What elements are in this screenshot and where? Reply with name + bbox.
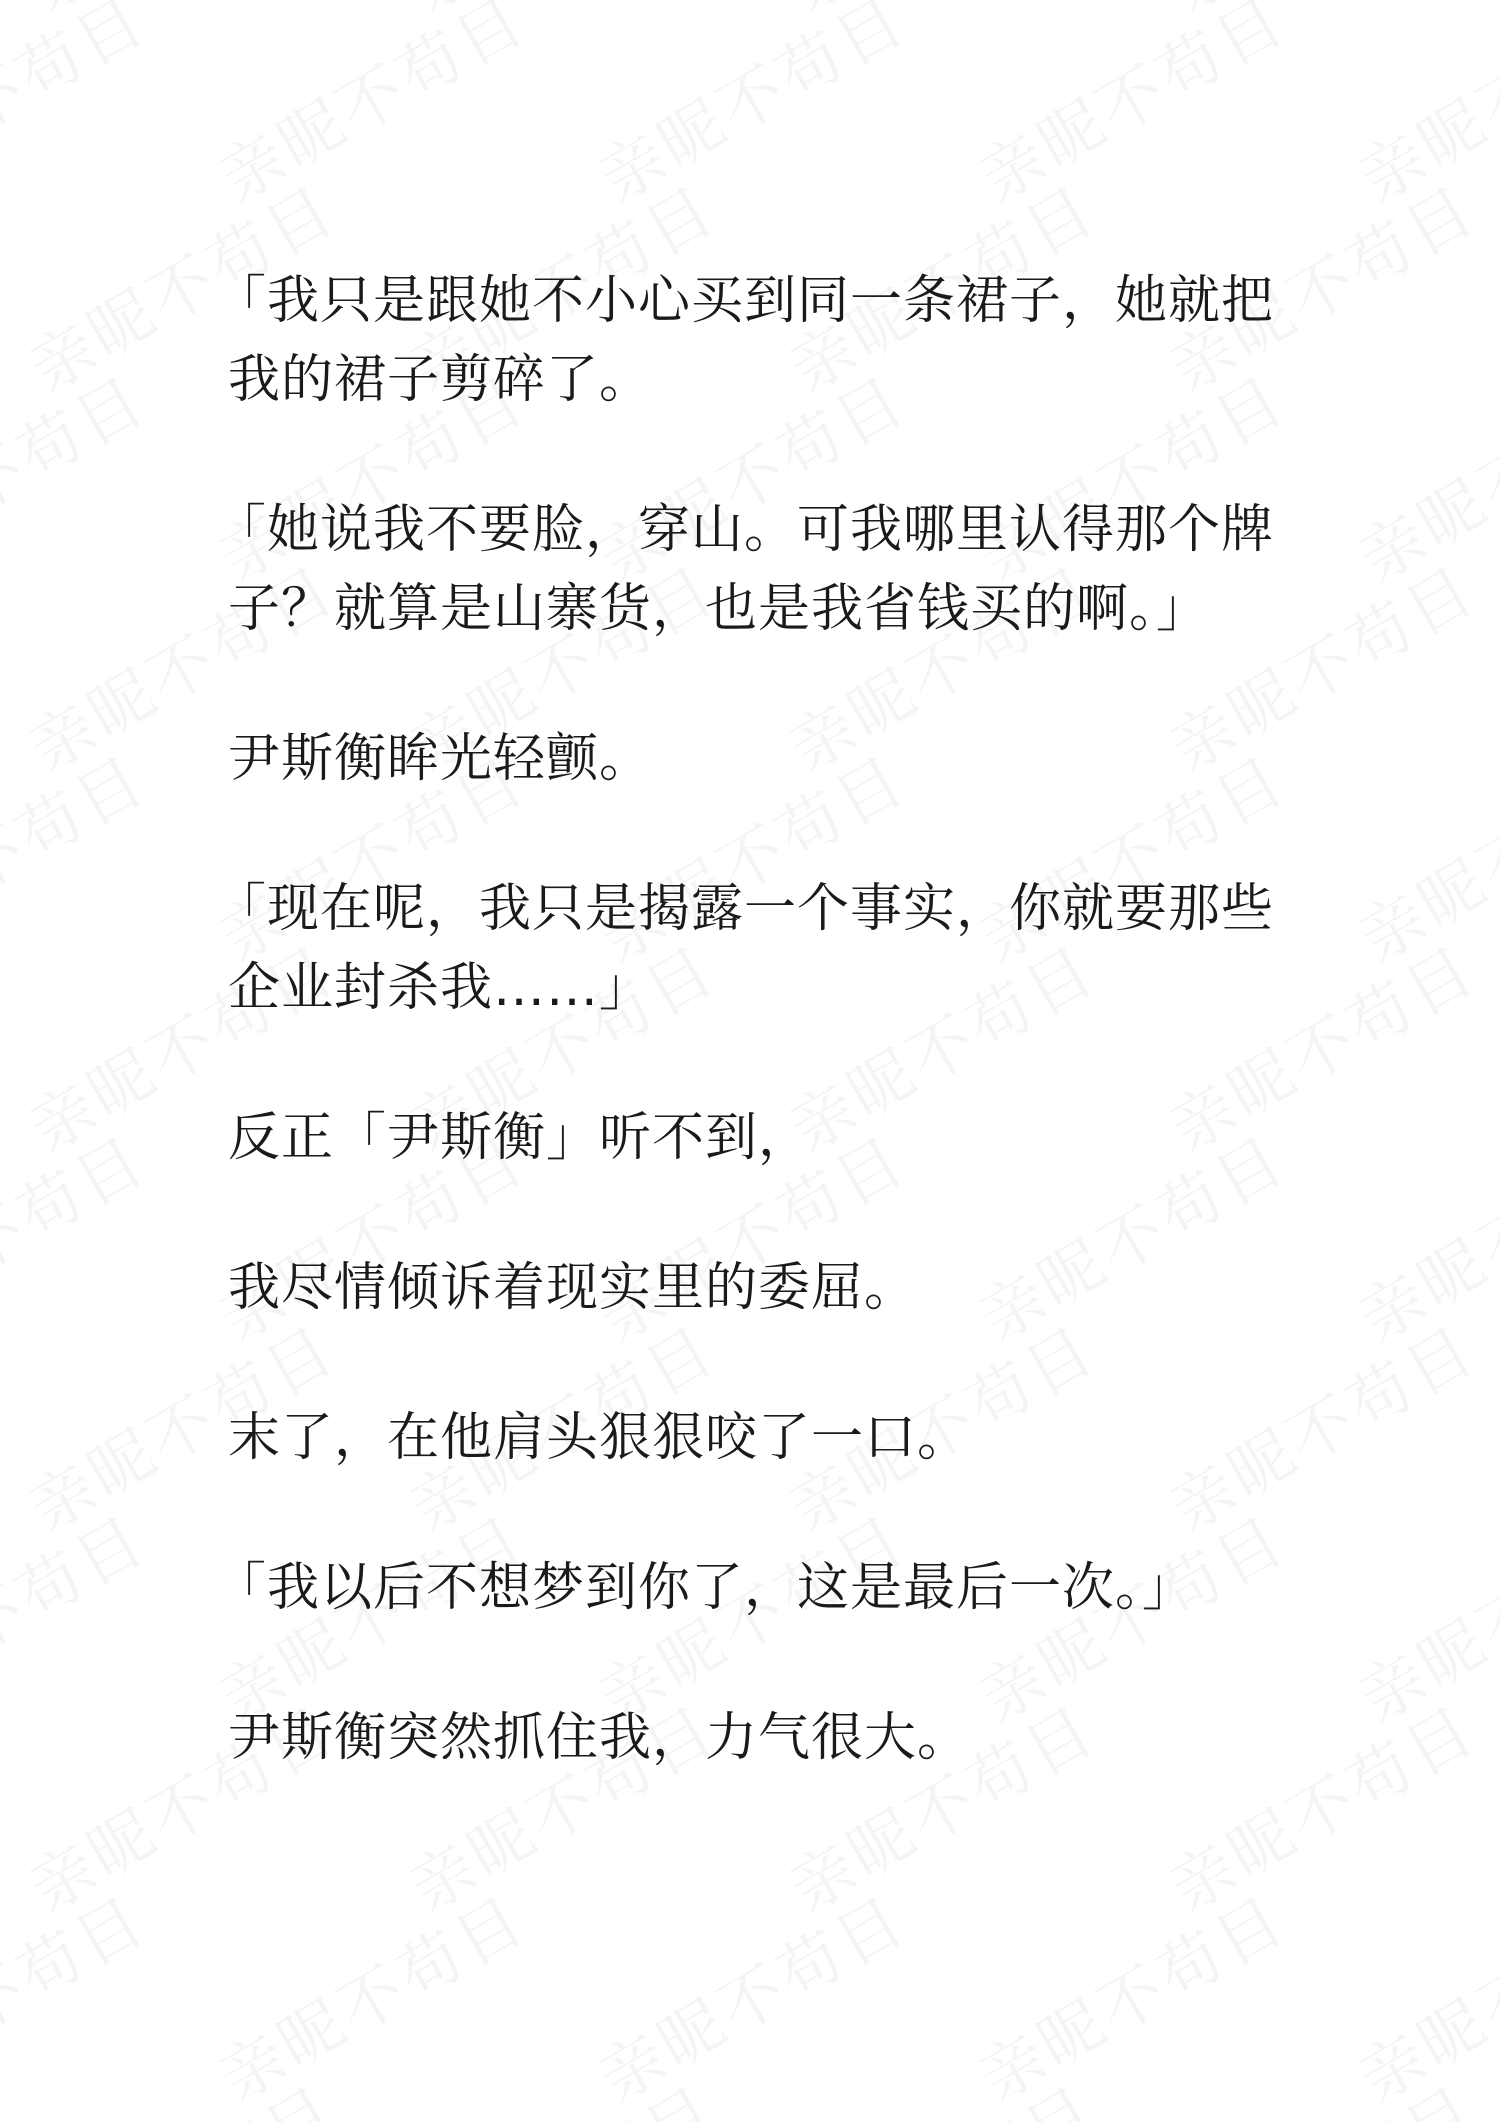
watermark-text — [960, 1870, 1300, 2120]
watermark-text — [580, 0, 920, 220]
paragraph-8: 「我以后不想梦到你了，这是最后一次。」 — [214, 1558, 1196, 1618]
watermark-text — [1340, 0, 1500, 220]
paragraph-3: 尹斯衡眸光轻颤。 — [228, 729, 653, 789]
watermark-text — [0, 0, 160, 220]
paragraph-9: 尹斯衡突然抓住我，力气很大。 — [228, 1708, 971, 1768]
watermark-text — [10, 0, 350, 30]
watermark-text — [390, 2060, 730, 2122]
article-body — [214, 262, 1288, 1849]
watermark-text — [10, 2060, 350, 2122]
watermark-text — [1340, 1870, 1500, 2120]
watermark-text — [200, 1870, 540, 2120]
watermark-text — [1340, 1490, 1500, 1740]
paragraph-1: 「我只是跟她不小心买到同一条裙子，她就把我的裙子剪碎了。 — [214, 271, 1275, 410]
watermark-text — [960, 0, 1300, 220]
paragraph-5: 反正「尹斯衡」听不到， — [228, 1108, 812, 1168]
watermark-text — [390, 0, 730, 30]
watermark-text — [580, 1870, 920, 2120]
watermark-text — [0, 730, 160, 980]
watermark-text — [0, 1490, 160, 1740]
watermark-text — [1340, 730, 1500, 980]
watermark-text — [200, 0, 540, 220]
paragraph-6: 我尽情倾诉着现实里的委屈。 — [228, 1258, 918, 1318]
watermark-text — [770, 2060, 1110, 2122]
watermark-text — [0, 1870, 160, 2120]
paragraph-2: 「她说我不要脸，穿山。可我哪里认得那个牌子？就算是山寨货，也是我省钱买的啊。」 — [214, 500, 1275, 639]
watermark-text — [1340, 350, 1500, 600]
paragraph-4: 「现在呢，我只是揭露一个事实，你就要那些企业封杀我……」 — [214, 879, 1275, 1018]
watermark-text — [0, 1110, 160, 1360]
watermark-text — [1150, 2060, 1490, 2122]
paragraph-7: 末了，在他肩头狠狠咬了一口。 — [228, 1408, 971, 1468]
watermark-text — [770, 0, 1110, 30]
watermark-text — [1150, 0, 1490, 30]
watermark-text — [0, 350, 160, 600]
watermark-text — [1340, 1110, 1500, 1360]
